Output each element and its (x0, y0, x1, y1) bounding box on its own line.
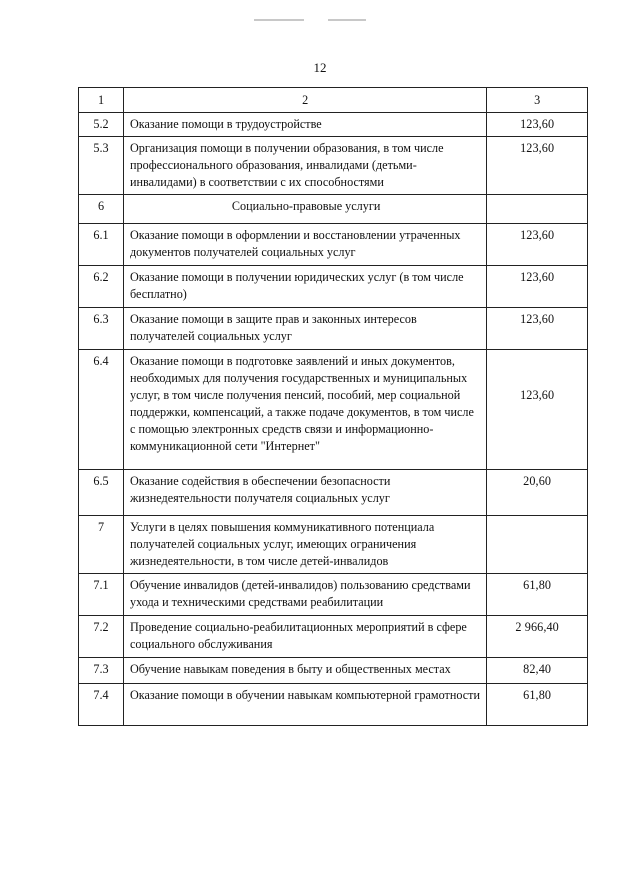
table-row (79, 266, 588, 308)
service-name: Организация помощи в получении образования, в том числе профессионального образования, инвалидами (детьми-инвалидами) в соответствии с их способностями (123, 137, 486, 195)
table-row (79, 684, 588, 726)
service-price: 2 966,40 (487, 616, 588, 658)
table-row (79, 113, 588, 137)
service-name: Оказание помощи в оформлении и восстановлении утраченных документов получателей социальных услуг (123, 224, 486, 266)
table-row (79, 308, 588, 350)
table-row-section (79, 516, 588, 574)
row-number: 6.5 (79, 470, 124, 516)
row-number: 7.4 (79, 684, 124, 726)
row-number: 6.2 (79, 266, 124, 308)
table-row (79, 470, 588, 516)
service-price: 123,60 (487, 266, 588, 308)
table-row (79, 350, 588, 470)
row-number: 6.3 (79, 308, 124, 350)
service-name: Проведение социально-реабилитационных мероприятий в сфере социального обслуживания (123, 616, 486, 658)
row-number: 5.2 (79, 113, 124, 137)
table-row (79, 137, 588, 195)
row-number: 6.1 (79, 224, 124, 266)
service-price (487, 516, 588, 574)
table-row (79, 658, 588, 684)
service-name: Оказание помощи в трудоустройстве (123, 113, 486, 137)
service-price: 123,60 (487, 224, 588, 266)
service-name: Оказание помощи в обучении навыкам компьютерной грамотности (123, 684, 486, 726)
row-number: 7.2 (79, 616, 124, 658)
table-header-row (79, 88, 588, 113)
row-number: 7.3 (79, 658, 124, 684)
service-name: Обучение инвалидов (детей-инвалидов) пользованию средствами ухода и техническими средствами реабилитации (123, 574, 486, 616)
section-title: Социально-правовые услуги (123, 195, 486, 224)
service-name: Обучение навыкам поведения в быту и общественных местах (123, 658, 486, 684)
tariff-table (78, 87, 588, 726)
service-name: Оказание помощи в подготовке заявлений и иных документов, необходимых для получения государственных и муниципальных услуг, в том числе получения пенсий, пособий, мер социальной поддержки, компенсаций, а также подаче документов, в том числе с помощью электронных средств связи и информационно-коммуникационной сети "Интернет" (123, 350, 486, 470)
service-price: 123,60 (487, 137, 588, 195)
service-price: 123,60 (487, 350, 588, 470)
table-row (79, 616, 588, 658)
section-number: 7 (79, 516, 124, 574)
header-col-2: 2 (123, 88, 486, 113)
service-name: Оказание содействия в обеспечении безопасности жизнедеятельности получателя социальных услуг (123, 470, 486, 516)
table-row (79, 574, 588, 616)
row-number: 6.4 (79, 350, 124, 470)
section-number: 6 (79, 195, 124, 224)
scan-artifact (328, 19, 366, 21)
service-price: 61,80 (487, 684, 588, 726)
header-col-3: 3 (487, 88, 588, 113)
service-name: Оказание помощи в получении юридических услуг (в том числе бесплатно) (123, 266, 486, 308)
service-price: 123,60 (487, 308, 588, 350)
section-title: Услуги в целях повышения коммуникативного потенциала получателей социальных услуг, имеющих ограничения жизнедеятельности, в том числе детей-инвалидов (123, 516, 486, 574)
service-price (487, 195, 588, 224)
service-name: Оказание помощи в защите прав и законных интересов получателей социальных услуг (123, 308, 486, 350)
service-price: 20,60 (487, 470, 588, 516)
service-price: 123,60 (487, 113, 588, 137)
row-number: 5.3 (79, 137, 124, 195)
table-row (79, 224, 588, 266)
row-number: 7.1 (79, 574, 124, 616)
service-price: 61,80 (487, 574, 588, 616)
header-col-1: 1 (79, 88, 124, 113)
page-number: 12 (313, 60, 327, 75)
scan-artifact (254, 19, 304, 21)
table-row-section (79, 195, 588, 224)
service-price: 82,40 (487, 658, 588, 684)
